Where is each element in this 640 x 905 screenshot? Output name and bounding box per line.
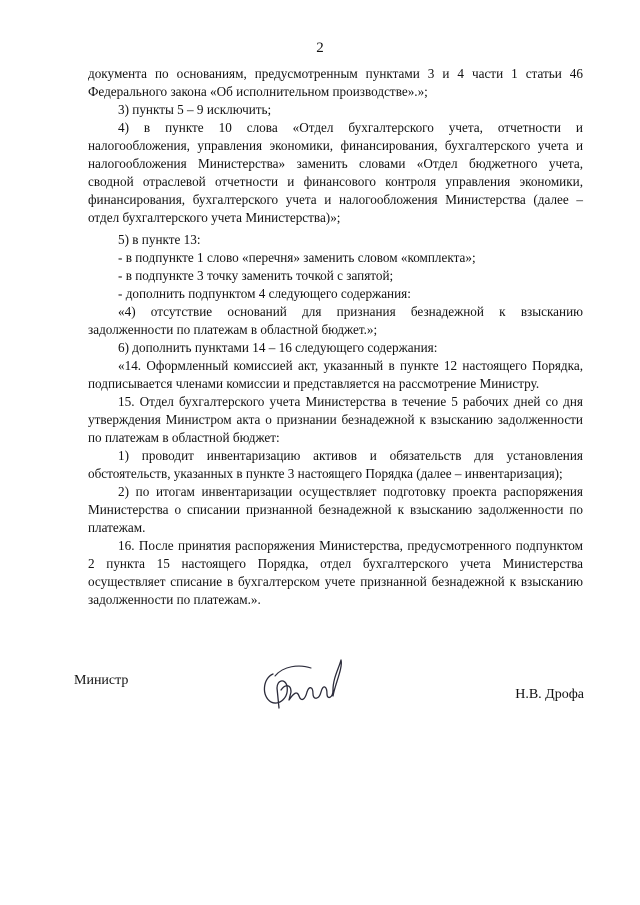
signature-block [74, 670, 584, 730]
paragraph: «14. Оформленный комиссией акт, указанный в пункте 12 настоящего Порядка, подписывается членами комиссии и представляется на рассмотрение Министру. [88, 358, 583, 391]
paragraph: - в подпункте 1 слово «перечня» заменить словом «комплекта»; [118, 250, 476, 265]
page-number: 2 [316, 40, 324, 56]
paragraph: 2) по итогам инвентаризации осуществляет подготовку проекта распоряжения Министерства о списании признанной безнадежной к взысканию задолженности по платежам. [88, 484, 583, 535]
paragraph: 1) проводит инвентаризацию активов и обязательств для установления обстоятельств, указанных в пункте 3 настоящего Порядка (далее – инвентаризация); [88, 448, 583, 481]
handwritten-signature [259, 656, 349, 716]
paragraph: 16. После принятия распоряжения Министерства, предусмотренного подпунктом 2 пункта 15 настоящего Порядка, отдел бухгалтерского учета Министерства осуществляет списание в бухгалтерском учете признанной безнадежной к взысканию задолженности по платежам.». [88, 538, 583, 607]
paragraph: документа по основаниям, предусмотренным пунктами 3 и 4 части 1 статьи 46 Федерального закона «Об исполнительном производстве».»; [88, 66, 583, 99]
paragraph: 6) дополнить пунктами 14 – 16 следующего содержания: [118, 340, 438, 355]
signatory-name: Н.В. Дрофа [515, 687, 584, 702]
paragraph: 5) в пункте 13: [118, 232, 201, 247]
paragraph: 3) пункты 5 – 9 исключить; [118, 102, 272, 117]
paragraph: 15. Отдел бухгалтерского учета Министерства в течение 5 рабочих дней со дня утверждения Министром акта о признании безнадежной к взысканию задолженности по платежам в областной бюджет: [88, 394, 583, 445]
paragraph: «4) отсутствие оснований для признания безнадежной к взысканию задолженности по платежам в областной бюджет.»; [88, 304, 583, 337]
paragraph: - дополнить подпунктом 4 следующего содержания: [118, 286, 411, 301]
paragraph: 4) в пункте 10 слова «Отдел бухгалтерского учета, отчетности и налогообложения, управления экономики, финансирования, бухгалтерского учета и налогообложения Министерства» заменить словами «Отдел бюджетного учета, сводной отраслевой отчетности и финансового контроля управления экономики, финансирования, бухгалтерского учета и налогообложения Министерства (далее – отдел бухгалтерского учета Министерства)»; [88, 120, 583, 225]
paragraph: - в подпункте 3 точку заменить точкой с запятой; [118, 268, 394, 283]
document-body [88, 65, 583, 609]
signatory-title: Министр [74, 673, 129, 688]
